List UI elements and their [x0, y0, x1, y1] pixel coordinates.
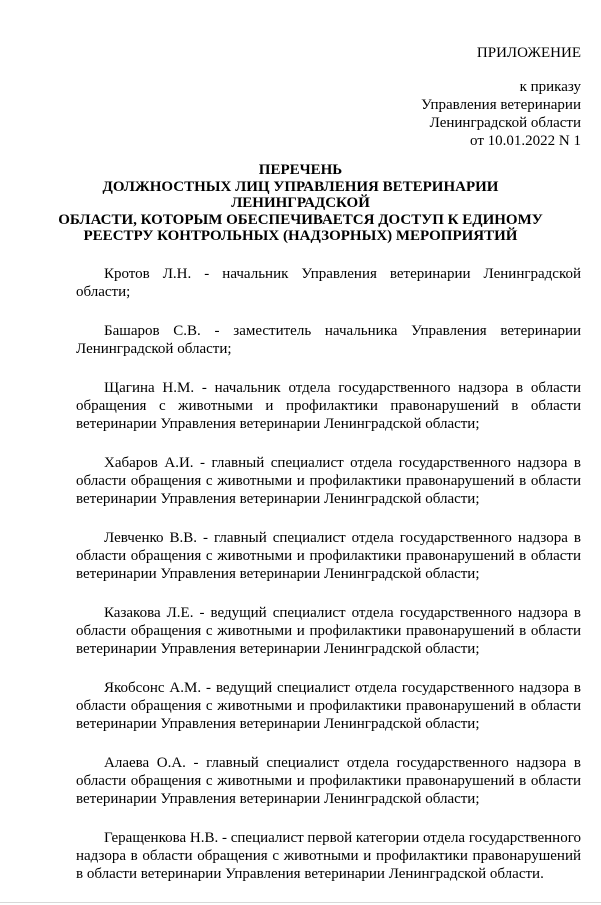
title-line: РЕЕСТРУ КОНТРОЛЬНЫХ (НАДЗОРНЫХ) МЕРОПРИЯТИЙ: [83, 228, 518, 244]
order-ref-line: к приказу: [519, 79, 581, 95]
title-line: ЛЕНИНГРАДСКОЙ: [231, 195, 370, 211]
list-item: Хабаров А.И. - главный специалист отдела государственного надзора в области обращения с животными и профилактики правонарушений в области ветеринарии Управления ветеринарии Ленинградской области;: [76, 455, 581, 507]
list-item: Башаров С.В. - заместитель начальника Управления ветеринарии Ленинградской области;: [76, 323, 581, 357]
list-item: Казакова Л.Е. - ведущий специалист отдела государственного надзора в области обращения с животными и профилактики правонарушений в области ветеринарии Управления ветеринарии Ленинградской области;: [76, 605, 581, 657]
title-line: ПЕРЕЧЕНЬ: [258, 162, 343, 178]
annex-label: ПРИЛОЖЕНИЕ: [476, 45, 581, 61]
list-item: Щагина Н.М. - начальник отдела государственного надзора в области обращения с животными и профилактики правонарушений в области ветеринарии Управления ветеринарии Ленинградской области;: [76, 380, 581, 432]
order-reference: [421, 78, 581, 150]
page-edge-divider: [0, 902, 601, 903]
title-line: ОБЛАСТИ, КОТОРЫМ ОБЕСПЕЧИВАЕТСЯ ДОСТУП К ЕДИНОМУ: [58, 211, 543, 228]
officials-list: [76, 265, 581, 904]
order-ref-line: от 10.01.2022 N 1: [470, 133, 581, 149]
order-ref-line: Ленинградской области: [429, 115, 581, 131]
list-item: Геращенкова Н.В. - специалист первой категории отдела государственного надзора в области обращения с животными и профилактики правонарушений в области ветеринарии Управления ветеринарии Ленинградской области.: [76, 830, 581, 882]
list-item: Алаева О.А. - главный специалист отдела государственного надзора в области обращения с животными и профилактики правонарушений в области ветеринарии Управления ветеринарии Ленинградской области;: [76, 755, 581, 807]
title-line: ДОЛЖНОСТНЫХ ЛИЦ УПРАВЛЕНИЯ ВЕТЕРИНАРИИ: [102, 178, 499, 195]
order-ref-line: Управления ветеринарии: [421, 97, 581, 113]
document-title: [20, 162, 581, 245]
list-item: Кротов Л.Н. - начальник Управления ветеринарии Ленинградской области;: [76, 266, 581, 300]
list-item: Левченко В.В. - главный специалист отдела государственного надзора в области обращения с животными и профилактики правонарушений в области ветеринарии Управления ветеринарии Ленинградской области;: [76, 530, 581, 582]
list-item: Якобсонс А.М. - ведущий специалист отдела государственного надзора в области обращения с животными и профилактики правонарушений в области ветеринарии Управления ветеринарии Ленинградской области;: [76, 680, 581, 732]
